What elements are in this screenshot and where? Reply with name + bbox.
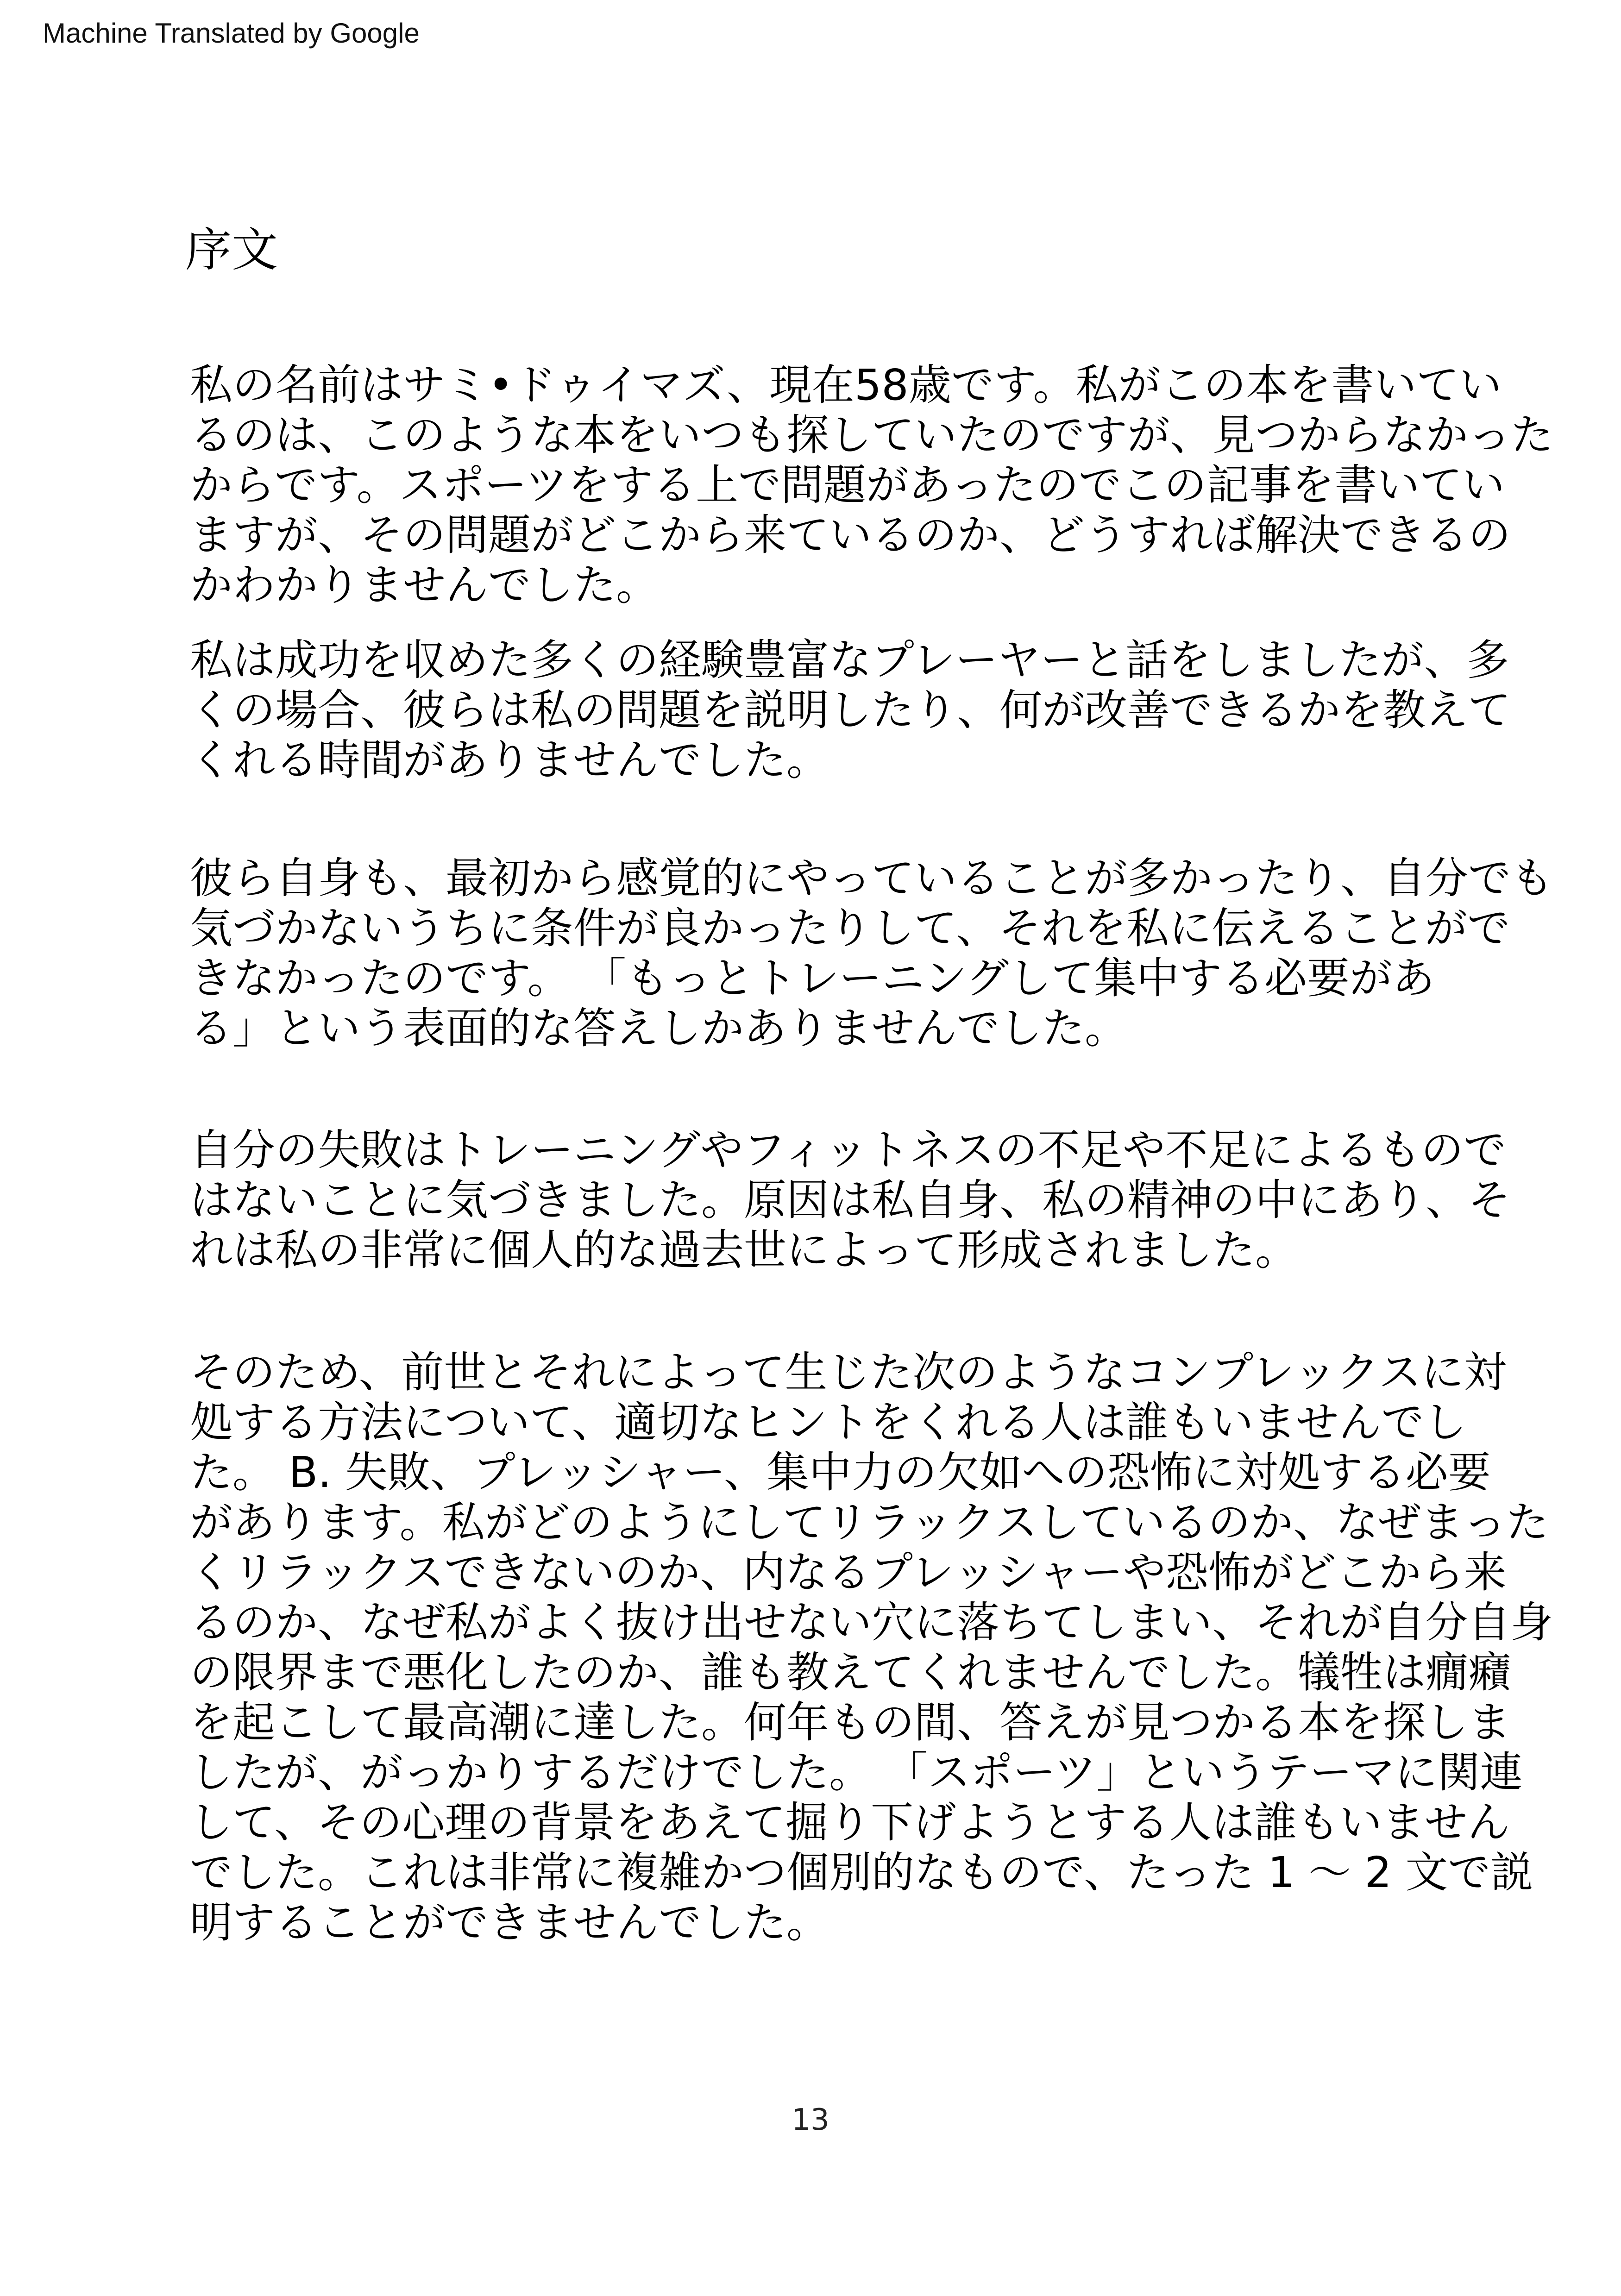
paragraph-line: くれる時間がありませんでした。	[190, 735, 829, 785]
paragraph-line: 自分の失敗はトレーニングやフィットネスの不足や不足によるもので	[190, 1125, 1506, 1175]
paragraph-line: そのため、前世とそれによって生じた次のようなコンプレックスに対	[190, 1348, 1507, 1397]
paragraph-line: 明することができませんでした。	[190, 1898, 829, 1947]
paragraph-4	[190, 1125, 1511, 1275]
paragraph-line: 処する方法について、適切なヒントをくれる人は誰もいませんでし	[190, 1398, 1467, 1447]
paragraph-line: 私は成功を収めた多くの経験豊富なプレーヤーと話をしましたが、多	[190, 635, 1509, 685]
paragraph-1	[190, 360, 1554, 610]
paragraph-line: きなかったのです。 「もっとトレーニングして集中する必要があ	[190, 954, 1435, 1003]
paragraph-3	[190, 853, 1554, 1054]
paragraph-line: したが、がっかりするだけでした。 「スポーツ」というテーマに関連	[190, 1748, 1523, 1797]
paragraph-5	[190, 1348, 1553, 1948]
paragraph-line: があります。私がどのようにしてリラックスしているのか、なぜまった	[190, 1498, 1549, 1547]
paragraph-line: の限界まで悪化したのか、誰も教えてくれませんでした。犠牲は癇癪	[190, 1648, 1511, 1697]
paragraph-2	[190, 635, 1511, 785]
paragraph-line: 私の名前はサミ•ドゥイマズ、現在58歳です。私がこの本を書いてい	[190, 360, 1502, 410]
paragraph-line: でした。これは非常に複雑かつ個別的なもので、たった 1 ～ 2 文で説	[190, 1848, 1533, 1897]
paragraph-line: くリラックスできないのか、内なるプレッシャーや恐怖がどこから来	[190, 1548, 1507, 1597]
paragraph-line: はないことに気づきました。原因は私自身、私の精神の中にあり、そ	[190, 1175, 1511, 1225]
paragraph-line: る」という表面的な答えしかありませんでした。	[190, 1004, 1128, 1053]
paragraph-line: るのは、このような本をいつも探していたのですが、見つからなかった	[190, 410, 1554, 460]
page-number: 13	[792, 2103, 829, 2137]
paragraph-line: を起こして最高潮に達した。何年もの間、答えが見つかる本を探しま	[190, 1698, 1511, 1747]
paragraph-line: るのか、なぜ私がよく抜け出せない穴に落ちてしまい、それが自分自身	[190, 1598, 1553, 1647]
paragraph-line: ますが、その問題がどこから来ているのか、どうすれば解決できるの	[190, 510, 1511, 560]
paragraph-line: 彼ら自身も、最初から感覚的にやっていることが多かったり、自分でも	[190, 853, 1554, 903]
page-title: 序文	[185, 223, 278, 277]
paragraph-line: かわかりませんでした。	[190, 560, 659, 610]
machine-translation-note: Machine Translated by Google	[43, 18, 420, 49]
paragraph-line: して、その心理の背景をあえて掘り下げようとする人は誰もいません	[190, 1798, 1510, 1847]
paragraph-line: れは私の非常に個人的な過去世によって形成されました。	[190, 1225, 1298, 1275]
paragraph-line: 気づかないうちに条件が良かったりして、それを私に伝えることがで	[190, 903, 1510, 953]
paragraph-line: た。 B. 失敗、プレッシャー、集中力の欠如への恐怖に対処する必要	[190, 1448, 1491, 1497]
paragraph-line: くの場合、彼らは私の問題を説明したり、何が改善できるかを教えて	[190, 685, 1511, 735]
paragraph-line: からです。スポーツをする上で問題があったのでこの記事を書いてい	[190, 460, 1505, 510]
